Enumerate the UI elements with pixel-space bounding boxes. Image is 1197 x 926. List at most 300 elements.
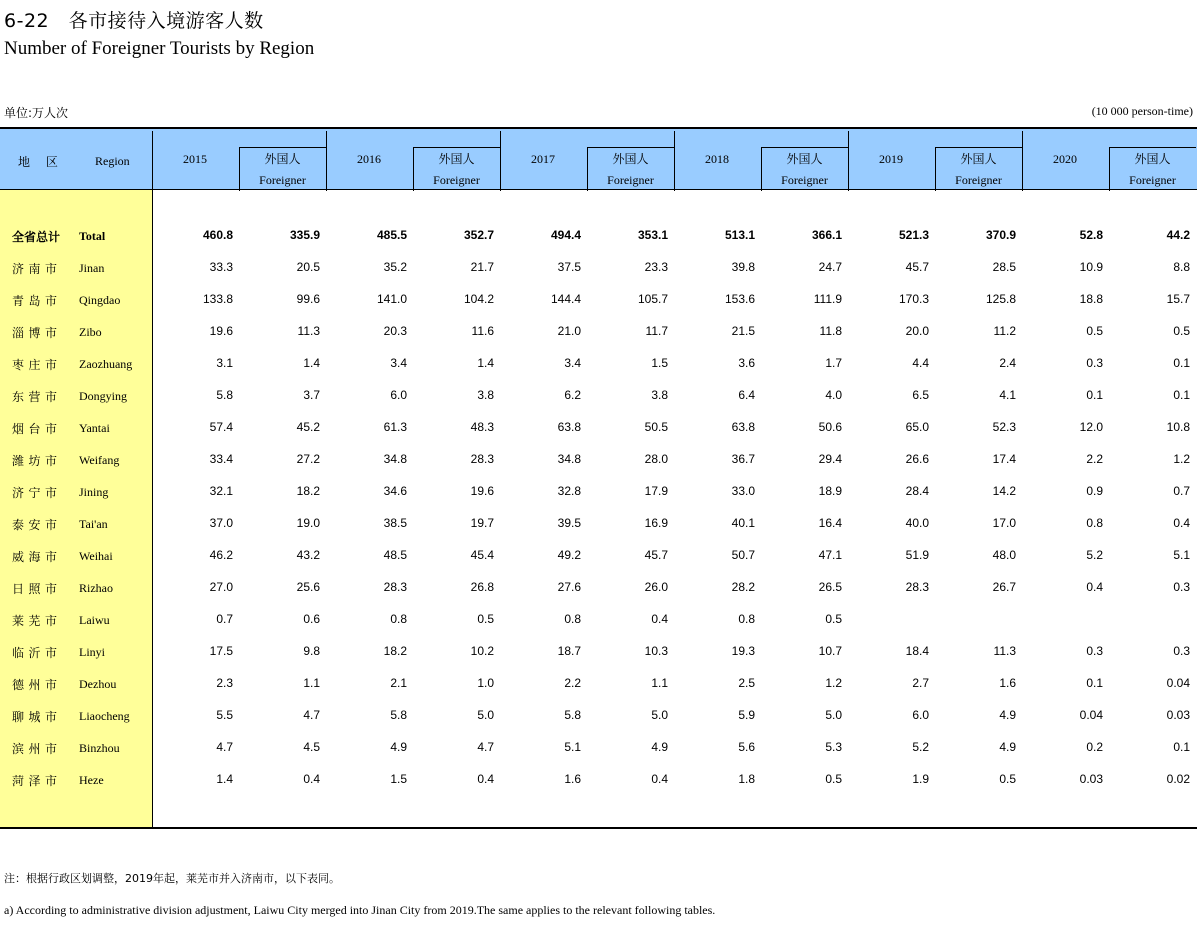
table-cell: 33.0 — [731, 484, 755, 498]
table-row — [0, 572, 1197, 604]
region-name-cn: 临沂市 — [12, 646, 62, 660]
table-cell: 26.8 — [470, 580, 494, 594]
table-cell: 4.9 — [999, 740, 1016, 754]
table-cell: 48.0 — [992, 548, 1016, 562]
table-cell: 38.5 — [383, 516, 407, 530]
table-body — [0, 220, 1197, 796]
table-cell: 17.4 — [992, 452, 1016, 466]
table-cell: 0.3 — [1086, 644, 1103, 658]
table-cell: 6.5 — [912, 388, 929, 402]
table-cell: 50.7 — [731, 548, 755, 562]
table-cell: 2.2 — [1086, 452, 1103, 466]
table-cell: 10.8 — [1166, 420, 1190, 434]
table-row — [0, 508, 1197, 540]
table-cell: 0.1 — [1173, 740, 1190, 754]
table-cell: 19.6 — [470, 484, 494, 498]
table-cell: 5.9 — [738, 708, 755, 722]
table-cell: 57.4 — [209, 420, 233, 434]
table-cell: 0.9 — [1086, 484, 1103, 498]
footnote-english: a) According to administrative division adjustment, Laiwu City merged into Jinan City from 2019.The same applies to the relevant following tables. — [4, 903, 716, 917]
header-foreigner-en: Foreigner — [259, 173, 306, 187]
table-cell: 36.7 — [731, 452, 755, 466]
table-row — [0, 540, 1197, 572]
table-cell: 10.2 — [470, 644, 494, 658]
table-cell: 27.0 — [209, 580, 233, 594]
table-cell: 144.4 — [550, 292, 581, 306]
table-cell: 37.5 — [557, 260, 581, 274]
table-cell: 2.4 — [999, 356, 1016, 370]
table-cell: 6.0 — [912, 708, 929, 722]
header-year-2018: 2018 — [705, 152, 729, 166]
table-cell: 5.1 — [1173, 548, 1190, 562]
region-name-en: Zibo — [79, 325, 102, 339]
table-cell: 34.8 — [557, 452, 581, 466]
table-cell: 9.8 — [303, 644, 320, 658]
region-name-en: Total — [79, 229, 106, 243]
header-foreigner-cn: 外国人 — [786, 152, 823, 166]
header-foreigner-cn: 外国人 — [438, 152, 475, 166]
header-year-2015: 2015 — [183, 152, 207, 166]
table-cell: 5.8 — [390, 708, 407, 722]
table-cell: 352.7 — [463, 228, 494, 242]
table-cell: 44.2 — [1166, 228, 1190, 242]
table-cell: 18.4 — [905, 644, 929, 658]
header-foreigner-cn: 外国人 — [264, 152, 301, 166]
region-name-cn: 全省总计 — [12, 230, 61, 244]
table-cell: 11.7 — [645, 324, 668, 338]
region-name-cn: 济南市 — [12, 262, 62, 276]
table-cell: 14.2 — [992, 484, 1016, 498]
table-cell: 4.0 — [825, 388, 842, 402]
unit-label-english: (10 000 person-time) — [1091, 104, 1193, 118]
table-cell: 20.3 — [383, 324, 407, 338]
table-cell: 485.5 — [376, 228, 407, 242]
region-name-en: Linyi — [79, 645, 105, 659]
table-cell: 16.4 — [818, 516, 842, 530]
table-cell: 0.03 — [1079, 772, 1103, 786]
tourists-table — [0, 127, 1197, 829]
table-cell: 3.4 — [564, 356, 581, 370]
header-year-2019: 2019 — [879, 152, 903, 166]
table-cell: 5.0 — [477, 708, 494, 722]
table-cell: 51.9 — [905, 548, 929, 562]
table-cell: 21.5 — [731, 324, 755, 338]
table-cell: 17.0 — [992, 516, 1016, 530]
table-cell: 28.5 — [992, 260, 1016, 274]
header-foreigner-rule — [1109, 147, 1196, 148]
table-cell: 4.4 — [912, 356, 929, 370]
table-cell: 28.3 — [470, 452, 494, 466]
region-name-cn: 东营市 — [12, 390, 62, 404]
table-cell: 141.0 — [376, 292, 407, 306]
region-name-en: Laiwu — [79, 613, 110, 627]
table-cell: 8.8 — [1173, 260, 1190, 274]
table-cell: 3.4 — [390, 356, 407, 370]
table-cell: 52.8 — [1079, 228, 1103, 242]
table-cell: 0.5 — [825, 772, 842, 786]
table-cell: 17.5 — [209, 644, 233, 658]
table-cell: 5.0 — [651, 708, 668, 722]
table-cell: 33.3 — [209, 260, 233, 274]
header-foreigner-en: Foreigner — [781, 173, 828, 187]
table-row — [0, 476, 1197, 508]
table-cell: 33.4 — [209, 452, 233, 466]
table-cell: 45.2 — [296, 420, 320, 434]
table-cell: 1.5 — [390, 772, 407, 786]
table-header — [0, 129, 1197, 190]
table-cell: 4.9 — [999, 708, 1016, 722]
header-foreigner-cn: 外国人 — [612, 152, 649, 166]
table-cell: 4.5 — [303, 740, 320, 754]
table-row — [0, 412, 1197, 444]
table-title-english: Number of Foreigner Tourists by Region — [4, 38, 315, 59]
table-cell: 11.6 — [471, 324, 494, 338]
table-cell: 20.0 — [905, 324, 929, 338]
table-cell: 0.4 — [477, 772, 494, 786]
table-cell: 0.7 — [1173, 484, 1190, 498]
header-foreigner-rule — [413, 147, 500, 148]
table-cell: 521.3 — [898, 228, 929, 242]
table-cell: 0.5 — [477, 612, 494, 626]
table-cell: 11.2 — [993, 324, 1016, 338]
table-cell: 4.9 — [390, 740, 407, 754]
region-name-cn: 滨州市 — [12, 742, 62, 756]
table-row — [0, 668, 1197, 700]
table-cell: 29.4 — [818, 452, 842, 466]
table-cell: 19.3 — [731, 644, 755, 658]
table-cell: 0.4 — [651, 612, 668, 626]
table-cell: 0.4 — [651, 772, 668, 786]
table-cell: 1.1 — [303, 676, 320, 690]
table-row — [0, 348, 1197, 380]
table-cell: 28.2 — [731, 580, 755, 594]
total-row — [0, 220, 1197, 252]
header-year-2020: 2020 — [1053, 152, 1077, 166]
table-cell: 1.1 — [651, 676, 668, 690]
table-cell: 1.4 — [477, 356, 494, 370]
region-name-en: Yantai — [79, 421, 110, 435]
table-cell: 125.8 — [985, 292, 1016, 306]
table-cell: 50.6 — [818, 420, 842, 434]
table-cell: 0.7 — [216, 612, 233, 626]
table-cell: 45.7 — [644, 548, 668, 562]
table-row — [0, 636, 1197, 668]
table-cell: 6.4 — [738, 388, 755, 402]
region-name-cn: 德州市 — [12, 678, 62, 692]
table-cell: 366.1 — [811, 228, 842, 242]
table-cell: 513.1 — [724, 228, 755, 242]
header-foreigner-en: Foreigner — [433, 173, 480, 187]
region-name-cn: 莱芜市 — [12, 614, 62, 628]
table-cell: 5.1 — [564, 740, 581, 754]
table-cell: 6.0 — [390, 388, 407, 402]
table-cell: 48.3 — [470, 420, 494, 434]
region-name-cn: 威海市 — [12, 550, 62, 564]
table-cell: 5.5 — [216, 708, 233, 722]
table-cell: 111.9 — [813, 292, 842, 306]
table-cell: 2.1 — [390, 676, 407, 690]
table-cell: 18.8 — [1079, 292, 1103, 306]
table-cell: 63.8 — [557, 420, 581, 434]
table-cell: 153.6 — [724, 292, 755, 306]
table-cell: 2.2 — [564, 676, 581, 690]
region-name-en: Tai'an — [79, 517, 108, 531]
unit-label-chinese: 单位:万人次 — [4, 106, 69, 120]
table-cell: 0.8 — [738, 612, 755, 626]
table-cell: 5.8 — [564, 708, 581, 722]
header-foreigner-rule — [935, 147, 1022, 148]
table-cell: 370.9 — [985, 228, 1016, 242]
table-cell: 2.3 — [216, 676, 233, 690]
table-cell: 0.03 — [1166, 708, 1190, 722]
table-cell: 28.3 — [383, 580, 407, 594]
table-cell: 5.6 — [738, 740, 755, 754]
table-cell: 0.4 — [1086, 580, 1103, 594]
table-cell: 47.1 — [818, 548, 842, 562]
table-cell: 0.3 — [1173, 644, 1190, 658]
table-cell: 4.1 — [999, 388, 1016, 402]
table-cell: 11.3 — [993, 644, 1016, 658]
table-cell: 2.5 — [738, 676, 755, 690]
table-cell: 16.9 — [644, 516, 668, 530]
table-cell: 61.3 — [383, 420, 407, 434]
header-foreigner-cn: 外国人 — [1134, 152, 1171, 166]
table-cell: 1.2 — [1173, 452, 1190, 466]
table-cell: 40.1 — [731, 516, 755, 530]
table-cell: 1.0 — [477, 676, 494, 690]
table-cell: 335.9 — [289, 228, 320, 242]
table-row — [0, 732, 1197, 764]
table-cell: 34.8 — [383, 452, 407, 466]
table-cell: 3.1 — [216, 356, 233, 370]
table-cell: 21.7 — [470, 260, 494, 274]
table-cell: 52.3 — [992, 420, 1016, 434]
table-cell: 4.7 — [216, 740, 233, 754]
table-cell: 19.7 — [470, 516, 494, 530]
region-name-en: Qingdao — [79, 293, 121, 307]
table-bottom-rule — [0, 827, 1197, 829]
header-foreigner-en: Foreigner — [607, 173, 654, 187]
region-name-cn: 泰安市 — [12, 518, 62, 532]
region-name-cn: 青岛市 — [12, 294, 62, 308]
table-cell: 0.3 — [1173, 580, 1190, 594]
table-cell: 21.0 — [557, 324, 581, 338]
region-name-en: Binzhou — [79, 741, 120, 755]
table-cell: 5.2 — [912, 740, 929, 754]
table-cell: 18.2 — [383, 644, 407, 658]
table-cell: 0.02 — [1166, 772, 1190, 786]
header-region-cn: 地 区 — [18, 155, 64, 169]
header-foreigner-en: Foreigner — [955, 173, 1002, 187]
table-cell: 10.9 — [1079, 260, 1103, 274]
table-cell: 10.3 — [644, 644, 668, 658]
table-cell: 19.6 — [209, 324, 233, 338]
table-cell: 26.0 — [644, 580, 668, 594]
table-cell: 35.2 — [383, 260, 407, 274]
table-cell: 40.0 — [905, 516, 929, 530]
table-cell: 34.6 — [383, 484, 407, 498]
table-cell: 6.2 — [564, 388, 581, 402]
table-cell: 0.2 — [1086, 740, 1103, 754]
table-cell: 99.6 — [296, 292, 320, 306]
region-name-en: Rizhao — [79, 581, 113, 595]
header-region-en: Region — [95, 154, 130, 168]
table-cell: 11.8 — [819, 324, 842, 338]
header-foreigner-cn: 外国人 — [960, 152, 997, 166]
table-row — [0, 380, 1197, 412]
table-cell: 1.7 — [825, 356, 842, 370]
region-name-en: Jining — [79, 485, 109, 499]
table-cell: 104.2 — [463, 292, 494, 306]
table-cell: 46.2 — [209, 548, 233, 562]
table-cell: 0.5 — [1086, 324, 1103, 338]
table-row — [0, 444, 1197, 476]
table-cell: 0.8 — [390, 612, 407, 626]
table-cell: 1.6 — [999, 676, 1016, 690]
table-cell: 1.2 — [825, 676, 842, 690]
table-cell: 1.5 — [651, 356, 668, 370]
table-cell: 5.2 — [1086, 548, 1103, 562]
region-name-cn: 枣庄市 — [12, 358, 62, 372]
header-year-2016: 2016 — [357, 152, 381, 166]
header-foreigner-en: Foreigner — [1129, 173, 1176, 187]
region-name-cn: 日照市 — [12, 582, 62, 596]
table-cell: 10.7 — [818, 644, 842, 658]
table-cell: 0.5 — [999, 772, 1016, 786]
table-cell: 105.7 — [637, 292, 668, 306]
table-cell: 0.6 — [303, 612, 320, 626]
table-cell: 0.8 — [564, 612, 581, 626]
table-cell: 0.1 — [1173, 388, 1190, 402]
table-row — [0, 700, 1197, 732]
table-cell: 3.7 — [303, 388, 320, 402]
region-name-en: Zaozhuang — [79, 357, 133, 371]
table-cell: 0.3 — [1086, 356, 1103, 370]
header-foreigner-rule — [761, 147, 848, 148]
table-cell: 3.8 — [477, 388, 494, 402]
table-cell: 26.5 — [818, 580, 842, 594]
header-foreigner-rule — [587, 147, 674, 148]
table-cell: 15.7 — [1166, 292, 1190, 306]
table-cell: 1.6 — [564, 772, 581, 786]
table-cell: 26.7 — [992, 580, 1016, 594]
table-cell: 0.4 — [1173, 516, 1190, 530]
table-cell: 65.0 — [905, 420, 929, 434]
region-name-en: Heze — [79, 773, 104, 787]
table-row — [0, 316, 1197, 348]
table-cell: 19.0 — [296, 516, 320, 530]
region-name-cn: 烟台市 — [12, 422, 62, 436]
table-cell: 18.9 — [818, 484, 842, 498]
table-cell: 28.0 — [644, 452, 668, 466]
header-foreigner-rule — [239, 147, 326, 148]
region-name-cn: 菏泽市 — [12, 774, 62, 788]
table-cell: 28.3 — [905, 580, 929, 594]
table-cell: 24.7 — [818, 260, 842, 274]
table-cell: 63.8 — [731, 420, 755, 434]
table-cell: 32.1 — [209, 484, 233, 498]
table-cell: 27.2 — [296, 452, 320, 466]
table-cell: 1.9 — [912, 772, 929, 786]
footnote-chinese: 注：根据行政区划调整，2019年起，莱芜市并入济南市，以下表同。 — [4, 872, 340, 885]
header-year-2017: 2017 — [531, 152, 555, 166]
table-row — [0, 252, 1197, 284]
region-name-cn: 淄博市 — [12, 326, 62, 340]
table-cell: 12.0 — [1079, 420, 1103, 434]
table-cell: 45.4 — [470, 548, 494, 562]
table-cell: 4.7 — [303, 708, 320, 722]
table-cell: 2.7 — [912, 676, 929, 690]
table-cell: 494.4 — [550, 228, 581, 242]
table-cell: 0.04 — [1079, 708, 1103, 722]
region-name-en: Jinan — [79, 261, 105, 275]
table-cell: 20.5 — [296, 260, 320, 274]
table-cell: 18.2 — [296, 484, 320, 498]
region-name-en: Liaocheng — [79, 709, 130, 723]
table-cell: 0.1 — [1173, 356, 1190, 370]
table-cell: 0.5 — [1173, 324, 1190, 338]
region-name-cn: 潍坊市 — [12, 454, 62, 468]
table-cell: 1.4 — [216, 772, 233, 786]
table-cell: 4.9 — [651, 740, 668, 754]
table-cell: 48.5 — [383, 548, 407, 562]
table-cell: 3.8 — [651, 388, 668, 402]
table-cell: 0.1 — [1086, 388, 1103, 402]
region-name-en: Dongying — [79, 389, 127, 403]
table-cell: 0.8 — [1086, 516, 1103, 530]
table-cell: 32.8 — [557, 484, 581, 498]
table-cell: 0.04 — [1166, 676, 1190, 690]
table-cell: 17.9 — [644, 484, 668, 498]
table-cell: 133.8 — [202, 292, 233, 306]
table-cell: 45.7 — [905, 260, 929, 274]
table-cell: 28.4 — [905, 484, 929, 498]
table-cell: 170.3 — [898, 292, 929, 306]
table-cell: 11.3 — [297, 324, 320, 338]
table-cell: 0.4 — [303, 772, 320, 786]
table-row — [0, 604, 1197, 636]
table-cell: 5.0 — [825, 708, 842, 722]
table-cell: 49.2 — [557, 548, 581, 562]
region-name-en: Dezhou — [79, 677, 117, 691]
table-title-chinese: 6-22 各市接待入境游客人数 — [4, 10, 264, 32]
table-cell: 0.1 — [1086, 676, 1103, 690]
region-name-en: Weihai — [79, 549, 113, 563]
table-cell: 4.7 — [477, 740, 494, 754]
table-cell: 26.6 — [905, 452, 929, 466]
table-row — [0, 284, 1197, 316]
table-cell: 37.0 — [209, 516, 233, 530]
table-cell: 39.5 — [557, 516, 581, 530]
table-cell: 0.5 — [825, 612, 842, 626]
table-cell: 50.5 — [644, 420, 668, 434]
table-cell: 1.4 — [303, 356, 320, 370]
table-cell: 460.8 — [202, 228, 233, 242]
table-cell: 39.8 — [731, 260, 755, 274]
table-cell: 3.6 — [738, 356, 755, 370]
table-cell: 1.8 — [738, 772, 755, 786]
table-cell: 353.1 — [637, 228, 668, 242]
region-name-cn: 聊城市 — [12, 710, 62, 724]
table-cell: 25.6 — [296, 580, 320, 594]
table-cell: 5.8 — [216, 388, 233, 402]
table-row — [0, 764, 1197, 796]
table-cell: 27.6 — [557, 580, 581, 594]
region-name-en: Weifang — [79, 453, 120, 467]
region-name-cn: 济宁市 — [12, 486, 62, 500]
table-cell: 18.7 — [557, 644, 581, 658]
table-cell: 23.3 — [644, 260, 668, 274]
